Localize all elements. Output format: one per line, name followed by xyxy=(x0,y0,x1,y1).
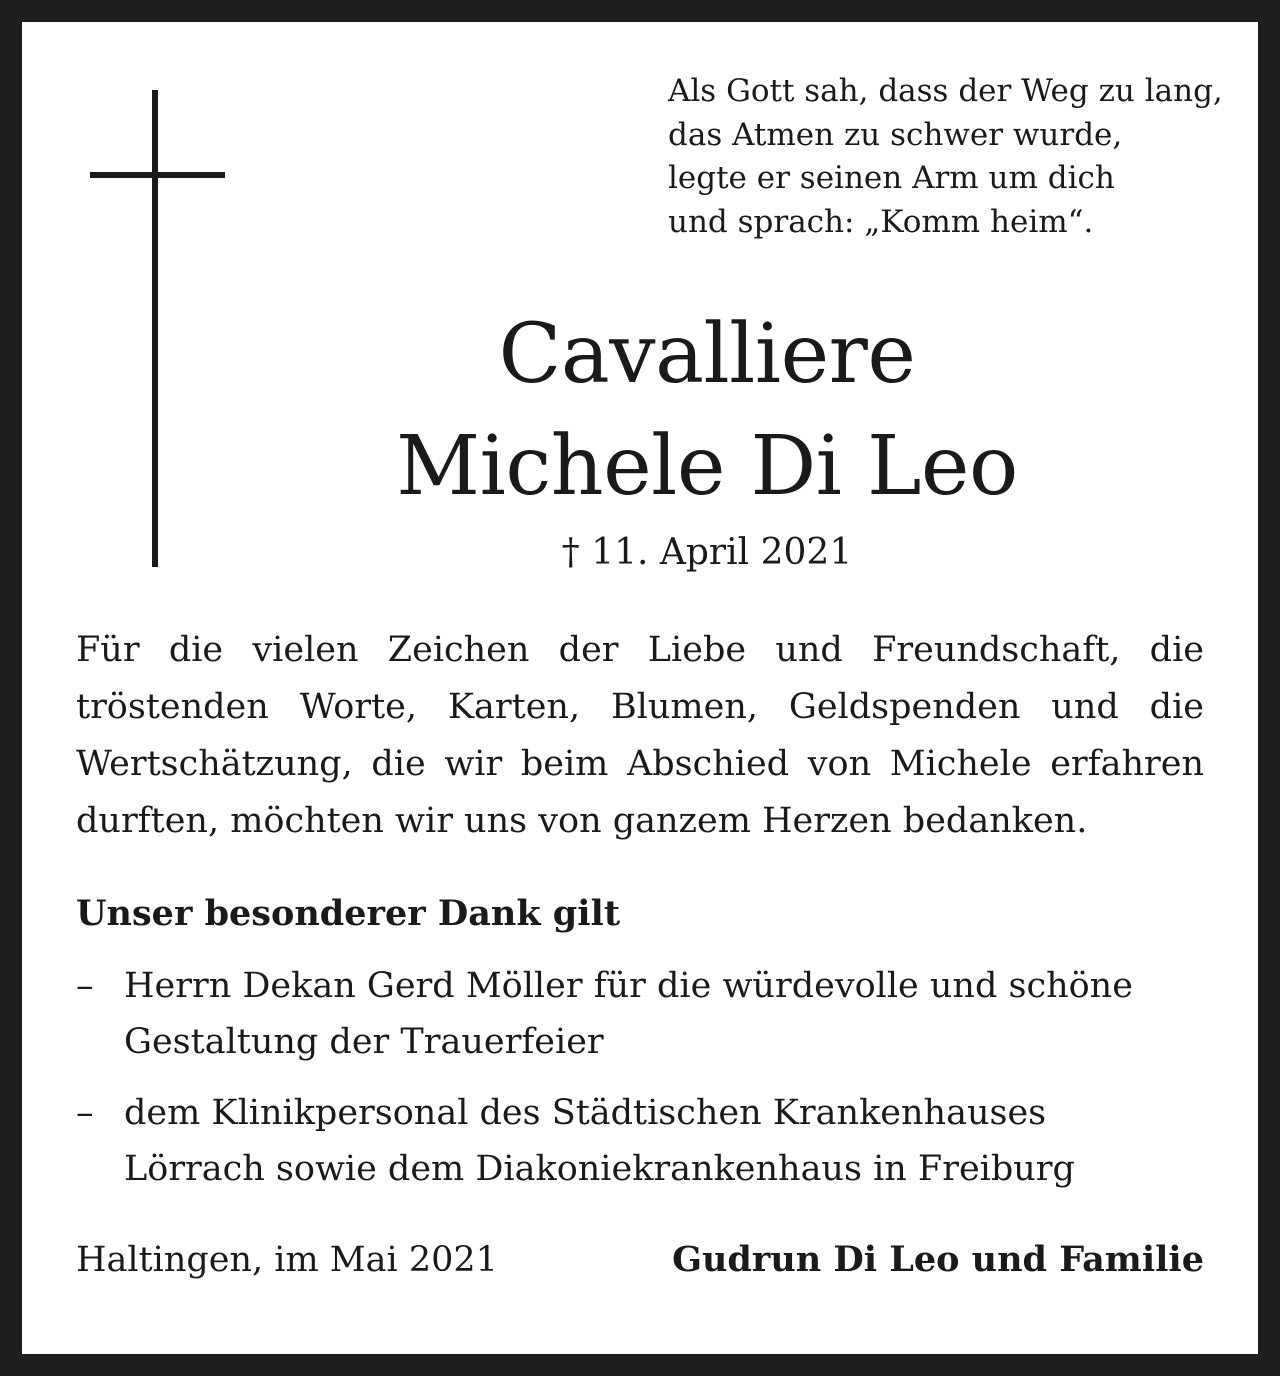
poem-line: Als Gott sah, dass der Weg zu lang, xyxy=(668,73,1223,109)
thanks-line: Für die vielen Zeichen der Liebe und Freundschaft, die xyxy=(76,630,1204,670)
place-date: Haltingen, im Mai 2021 xyxy=(76,1240,498,1280)
poem-line: und sprach: „Komm heim“. xyxy=(668,203,1094,240)
list-dash: – xyxy=(76,966,94,1006)
thanks-line: tröstenden Worte, Karten, Blumen, Geldspenden und die xyxy=(76,687,1204,727)
cross-horizontal-bar xyxy=(90,172,225,178)
list-item-line: Gestaltung der Trauerfeier xyxy=(124,1022,604,1062)
death-date: † 11. April 2021 xyxy=(561,532,853,573)
thanks-line: Wertschätzung, die wir beim Abschied von Michele erfahren xyxy=(76,744,1204,784)
deceased-title: Cavalliere xyxy=(498,307,916,402)
signature: Gudrun Di Leo und Familie xyxy=(672,1239,1204,1280)
list-dash: – xyxy=(76,1093,94,1133)
special-thanks-heading: Unser besonderer Dank gilt xyxy=(76,893,621,934)
poem-line: das Atmen zu schwer wurde, xyxy=(668,116,1123,153)
poem-verse xyxy=(668,70,1238,244)
list-item-text xyxy=(124,1085,1075,1197)
cross-vertical-bar xyxy=(152,90,158,567)
thanks-paragraph xyxy=(76,622,1204,850)
thanks-line: durften, möchten wir uns von ganzem Herzen bedanken. xyxy=(76,801,1088,841)
list-item-line: dem Klinikpersonal des Städtischen Krankenhauses xyxy=(124,1093,1047,1133)
obituary-notice xyxy=(22,22,1258,1354)
list-item-line: Herrn Dekan Gerd Möller für die würdevolle und schöne xyxy=(124,966,1133,1006)
poem-line: legte er seinen Arm um dich xyxy=(668,160,1115,196)
list-item-line: Lörrach sowie dem Diakoniekrankenhaus in Freiburg xyxy=(124,1149,1075,1189)
deceased-name: Michele Di Leo xyxy=(396,419,1018,514)
list-item-text xyxy=(124,958,1133,1070)
